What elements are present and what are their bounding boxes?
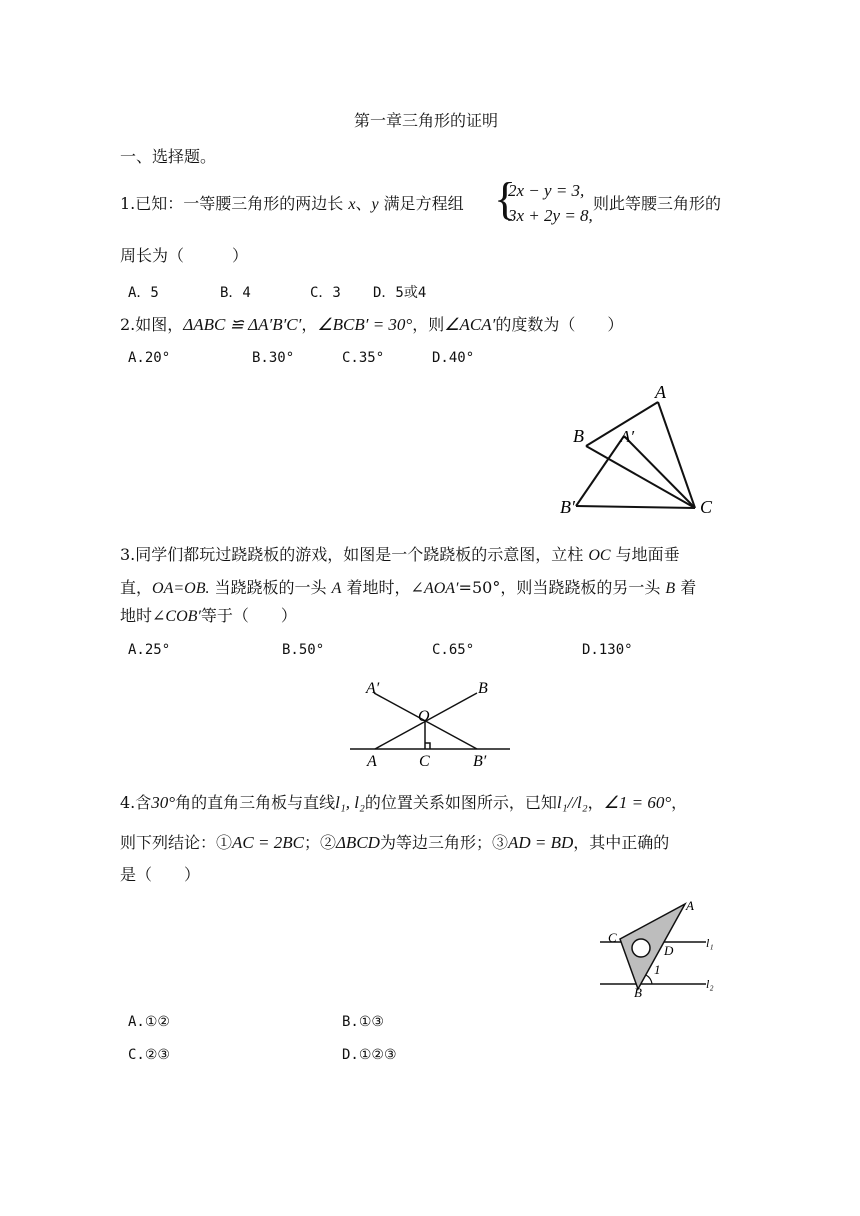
q4-option-c[interactable]: C.②③	[128, 1047, 170, 1063]
q2-label-b: B	[573, 426, 584, 446]
q4-label-a: A	[686, 898, 694, 913]
q2-line-bc	[586, 446, 695, 508]
q4-claim1: AC = 2BC	[232, 833, 304, 852]
q3-figure-lines	[350, 693, 510, 749]
q2-option-a[interactable]: A.20°	[128, 350, 171, 366]
q3-text-2c: 着地时，∠	[341, 578, 424, 597]
q4-stem-line2	[120, 833, 669, 853]
q3-text-3a: 地时∠	[120, 606, 166, 625]
q1-stem-line2: 周长为（ ）	[120, 246, 249, 265]
q4-text-1a: 4.含	[120, 793, 152, 812]
q4-parallel: l₁//l₂	[556, 793, 588, 812]
q1-option-a[interactable]: A．5	[128, 285, 159, 301]
q3-option-b[interactable]: B.50°	[282, 642, 325, 658]
q3-text-2d: =50°，则当跷跷板的另一头	[458, 578, 666, 597]
q1-option-b[interactable]: B．4	[220, 285, 251, 301]
q2-stem	[120, 315, 623, 335]
q4-lines: l₁, l₂	[335, 793, 365, 812]
q1-text-c: 则此等腰三角形的	[593, 194, 722, 213]
q2-label-a-prime: A′	[620, 427, 635, 446]
q1-stem-line1	[120, 194, 464, 215]
q2-triangle-figure	[560, 380, 730, 520]
q3-stem-line3	[120, 606, 297, 627]
q3-text-1a: 3.同学们都玩过跷跷板的游戏，如图是一个跷跷板的示意图，立柱	[120, 545, 589, 564]
q1-option-c[interactable]: C．3	[310, 285, 341, 301]
q2-line-ba2	[576, 436, 624, 506]
page-title: 第一章三角形的证明	[354, 111, 499, 130]
q3-b: B	[665, 580, 676, 597]
q2-ask: ∠ACA′	[444, 315, 496, 334]
q1-system-brace: {	[494, 173, 517, 224]
q4-deg30: 30°	[151, 793, 176, 812]
q4-stem-line3: 是（ ）	[120, 865, 201, 884]
q4-label-b: B	[634, 985, 642, 998]
q3-seesaw-figure	[345, 676, 515, 770]
q3-text-2e: 着	[675, 578, 697, 597]
q2-line-ac	[658, 402, 695, 508]
q4-text-2d: ，其中正确的	[573, 833, 670, 852]
q2-label-b-prime: B′	[560, 497, 575, 517]
q3-label-a-prime: A′	[366, 680, 380, 697]
q3-stem-line1	[120, 545, 680, 566]
q3-text-3b: 等于（ ）	[200, 606, 297, 625]
q2-label-c: C	[700, 497, 713, 517]
q4-text-2a: 则下列结论：①	[120, 833, 233, 852]
q4-triangle-ruler-figure	[598, 898, 723, 998]
q2-figure-lines	[576, 402, 695, 508]
q3-text-1b: 与地面垂	[610, 545, 680, 564]
q4-text-1d: ，	[587, 793, 604, 812]
q3-option-a[interactable]: A.25°	[128, 642, 171, 658]
q4-label-l2: l₂	[706, 977, 714, 991]
q4-text-1c: 的位置关系如图所示，已知	[364, 793, 557, 812]
q3-oaob: OA=OB.	[152, 580, 210, 597]
q2-option-d[interactable]: D.40°	[432, 350, 475, 366]
q2-congruence: ΔABC ≌ ΔA′B′C′	[183, 315, 302, 334]
q4-option-b[interactable]: B.①③	[342, 1014, 384, 1030]
q4-option-d[interactable]: D.①②③	[342, 1047, 397, 1063]
q3-label-c: C	[419, 753, 430, 770]
q3-text-2a: 直，	[120, 578, 153, 597]
q2-text-d: 的度数为（ ）	[495, 315, 624, 334]
q2-line-b2c	[576, 506, 695, 508]
q4-label-angle1: 1	[654, 962, 661, 977]
q1-option-d[interactable]: D．5或4	[373, 285, 427, 301]
q2-option-b[interactable]: B.30°	[252, 350, 295, 366]
q4-angle-arc	[646, 975, 652, 984]
q2-text-b: ，	[301, 315, 318, 334]
q4-angle1: ∠1 = 60°	[603, 793, 672, 812]
q1-equation-2: 3x + 2y = 8,	[508, 206, 593, 225]
q4-stem-line1	[120, 793, 687, 813]
q3-label-a: A	[367, 753, 377, 770]
q2-line-a2c	[624, 436, 695, 508]
q4-ruler-hole	[632, 939, 650, 957]
section-heading: 一、选择题。	[120, 147, 217, 166]
q2-label-a: A	[655, 382, 666, 402]
q1-var-x: x	[348, 196, 356, 213]
q4-label-c: C	[608, 930, 617, 945]
q4-text-2c: 为等边三角形；③	[379, 833, 508, 852]
q3-oc: OC	[588, 547, 611, 564]
q3-label-o: O	[418, 708, 430, 725]
q3-a: A	[331, 580, 342, 597]
q4-text-2b: ；②	[303, 833, 336, 852]
q3-stem-line2	[120, 578, 696, 599]
q3-aoa: AOA′	[423, 580, 459, 597]
q2-option-c[interactable]: C.35°	[342, 350, 385, 366]
q4-option-a[interactable]: A.①②	[128, 1014, 170, 1030]
q2-text-a: 2.如图，	[120, 315, 184, 334]
q3-cob: COB′	[165, 608, 201, 625]
q3-label-b: B	[478, 680, 488, 697]
q2-angle: ∠BCB′ = 30°	[317, 315, 413, 334]
q4-set-square	[620, 904, 685, 989]
q1-equation-1: 2x − y = 3,	[508, 181, 585, 200]
q1-sep: 、	[355, 194, 372, 213]
q3-option-d[interactable]: D.130°	[582, 642, 633, 658]
q1-text: 1.已知：一等腰三角形的两边长	[120, 194, 349, 213]
q4-label-l1: l₁	[706, 936, 714, 950]
q4-claim3: AD = BD	[507, 833, 574, 852]
q4-text-1b: 角的直角三角板与直线	[175, 793, 336, 812]
q2-text-c: ，则	[412, 315, 445, 334]
q4-claim2: ΔBCD	[335, 833, 380, 852]
q1-text-b: 满足方程组	[378, 194, 464, 213]
q4-text-1e: ，	[671, 793, 688, 812]
q3-text-2b: 当跷跷板的一头	[209, 578, 332, 597]
q3-label-b-prime: B′	[473, 753, 487, 770]
q4-label-d: D	[664, 943, 674, 958]
q1-var-y: y	[371, 196, 379, 213]
q3-option-c[interactable]: C.65°	[432, 642, 475, 658]
